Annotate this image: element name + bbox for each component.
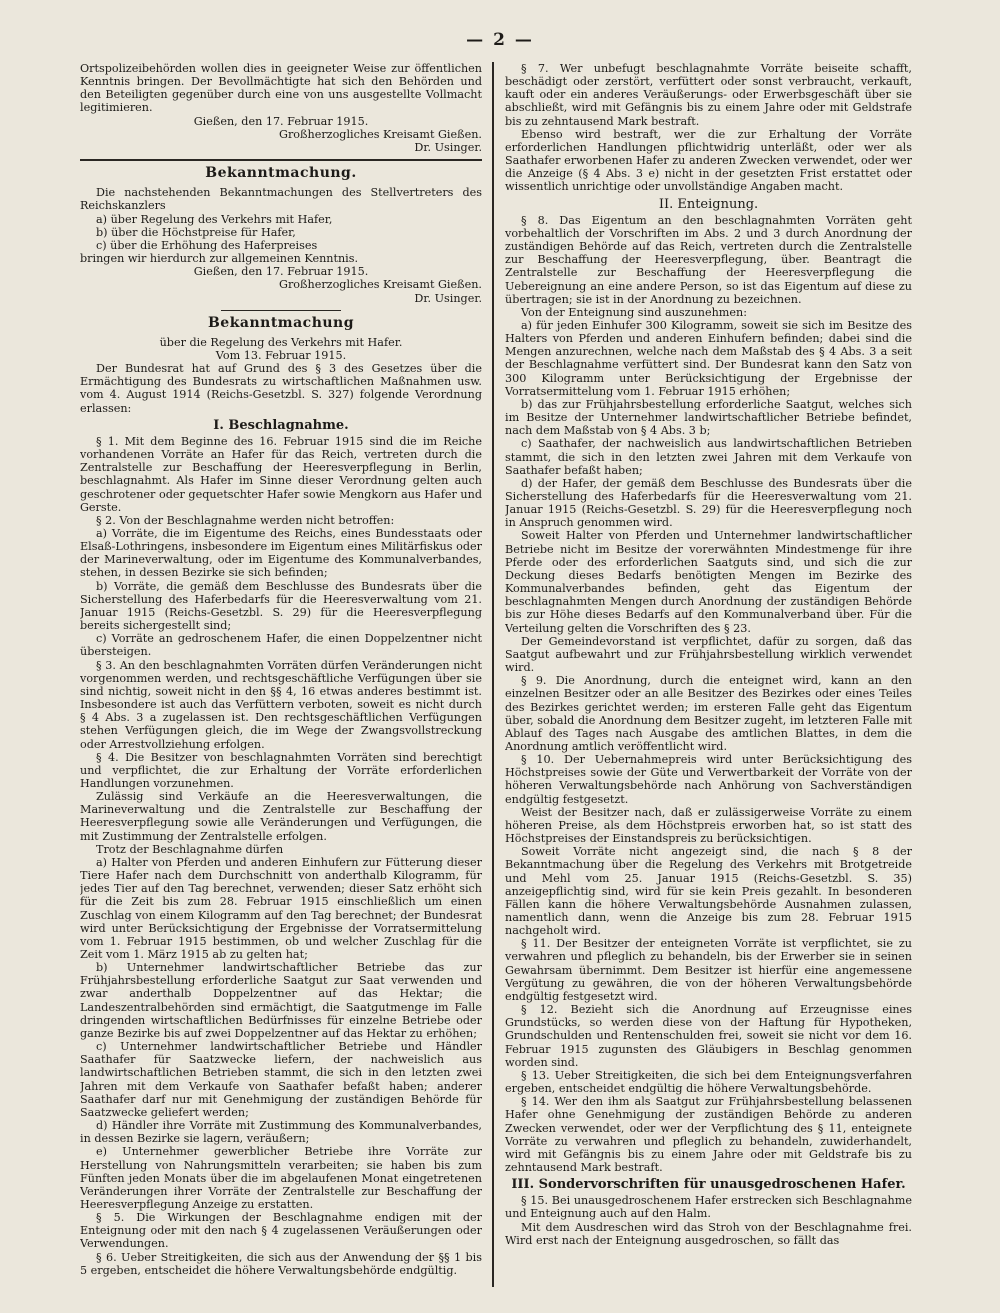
intro-paragraph: Ortspolizeibehörden wollen dies in geeigneter Weise zur öffentlichen Kenntnis bringen. Der Bevollmächtigte hat sich den Behörden und den Beteiligten gegenüber durch eine von uns ausgestellte Vollmacht legitimieren.: [80, 62, 482, 115]
notice1-office: Großherzogliches Kreisamt Gießen.: [279, 278, 482, 292]
paragraph: § 14. Wer den ihm als Saatgut zur Frühjahrsbestellung belassenen Hafer ohne Genehmigung der zuständigen Behörde zu anderen Zwecken verwendet, oder wer der Verpflichtung des § 11, enteignete Vorräte zu verwahren und pfleglich zu behandeln, zuwiderhandelt, wird mit Gefängnis bis zu einem Jahre oder mit Geldstrafe bis zu zehntausend Mark bestraft.: [505, 1095, 912, 1174]
notice1-signature: Dr. Usinger.: [414, 291, 482, 305]
notice1-item: c) über die Erhöhung des Haferpreises: [96, 238, 318, 252]
paragraph: § 8. Das Eigentum an den beschlagnahmten Vorräten geht vorbehaltlich der Vorschriften im Abs. 2 und 3 durch Anordnung der zuständigen Behörde auf das Reich, vertreten durch die Zentralstelle zur Beschaffung der Heeresverpflegung, über. Beantragt die Zentralstelle zur Beschaffung der Heeresverpflegung die Uebereignung an eine andere Person, so ist das Eigentum auf diese zu übertragen; sie ist in der Anordnung zu bezeichnen.: [505, 213, 912, 306]
intro-signature: Dr. Usinger.: [414, 140, 482, 154]
notice1-item: b) über die Höchstpreise für Hafer,: [96, 225, 296, 239]
notice2-subtitle: über die Regelung des Verkehrs mit Hafer.: [159, 335, 403, 349]
paragraph: c) Vorräte an gedroschenem Hafer, die einen Doppelzentner nicht übersteigen.: [80, 632, 482, 659]
paragraph: Soweit Halter von Pferden und Unternehmer landwirtschaftlicher Betriebe nicht im Besitze der vorerwähnten Mindestmenge für ihre Pferde oder des erforderlichen Saatguts sind, und sich die zur Deckung dieses Bedarfs benötigten Mengen im Bezirke des Kommunalverbandes befinden, geht das Eigentum der beschlagnahmten Mengen durch Anordnung der zuständigen Behörde bis zur Höhe dieses Bedarfs auf den Kommunalverband über. Für die Verteilung gelten die Vorschriften des § 23.: [505, 529, 912, 635]
paragraph: e) Unternehmer gewerblicher Betriebe ihre Vorräte zur Herstellung von Nahrungsmitteln verarbeiten; sie haben bis zum Fünften jeden Monats über die im abgelaufenen Monat eingetretenen Veränderungen ihrer Vorräte der Zentralstelle zur Beschaffung der Heeresverpflegung Anzeige zu erstatten.: [80, 1145, 482, 1211]
page-number: — 2 —: [466, 30, 534, 50]
paragraph: a) für jeden Einhufer 300 Kilogramm, soweit sie sich im Besitze des Halters von Pferden und anderen Einhufern befinden; dabei sind die Mengen anzurechnen, welche nach dem Maßstab des § 4 Abs. 3 a seit der Beschlagnahme verfüttert sind. Der Bundesrat kann den Satz von 300 Kilogramm unter Berücksichtigung der Ergebnisse der Vorratsermittelung vom 1. Februar 1915 erhöhen;: [505, 318, 912, 398]
intro-dateline: Gießen, den 17. Februar 1915.: [193, 114, 369, 128]
paragraph: § 10. Der Uebernahmepreis wird unter Berücksichtigung des Höchstpreises sowie der Güte und Verwertbarkeit der Vorräte von der höheren Verwaltungsbehörde nach Anhörung von Sachverständigen endgültig festgesetzt.: [505, 753, 912, 806]
paragraph: c) Saathafer, der nachweislich aus landwirtschaftlichen Betrieben stammt, die sich in den letzten zwei Jahren mit dem Verkaufe von Saathafer befaßt haben;: [505, 437, 912, 477]
notice1-outro: bringen wir hierdurch zur allgemeinen Kenntnis.: [80, 252, 359, 266]
notice1-title: Bekanntmachung.: [205, 165, 357, 182]
paragraph: § 15. Bei unausgedroschenem Hafer erstrecken sich Beschlagnahme und Enteignung auch auf den Halm.: [505, 1194, 912, 1221]
paragraph: § 6. Ueber Streitigkeiten, die sich aus der Anwendung der §§ 1 bis 5 ergeben, entscheidet die höhere Verwaltungsbehörde endgültig.: [80, 1250, 482, 1277]
paragraph: c) Unternehmer landwirtschaftlicher Betriebe und Händler Saathafer für Saatzwecke liefern, der nachweislich aus landwirtschaftlichen Betrieben stammt, die sich in den letzten zwei Jahren mit dem Verkaufe von Saathafer befaßt haben; anderer Saathafer darf nur mit Genehmigung der zuständigen Behörde für Saatzwecke geliefert werden;: [80, 1040, 482, 1119]
paragraph: § 13. Ueber Streitigkeiten, die sich bei dem Enteignungsverfahren ergeben, entscheidet endgültig die höhere Verwaltungsbehörde.: [505, 1068, 912, 1096]
section2-heading: II. Enteignung.: [658, 196, 759, 212]
notice2-date: Vom 13. Februar 1915.: [215, 348, 347, 362]
section3-heading: III. Sondervorschriften für unausgedroschenen Hafer.: [511, 1177, 906, 1193]
section-rule: [80, 159, 482, 161]
notice2-title: Bekanntmachung: [207, 314, 355, 331]
paragraph: § 11. Der Besitzer der enteigneten Vorräte ist verpflichtet, sie zu verwahren und pfleglich zu behandeln, bis der Erwerber sie in seinen Gewahrsam übernimmt. Dem Besitzer ist hierfür eine angemessene Vergütung zu gewähren, die von der höheren Verwaltungsbehörde endgültig festgesetzt wird.: [505, 937, 912, 1003]
paragraph: b) Unternehmer landwirtschaftlicher Betriebe das zur Frühjahrsbestellung erforderliche Saatgut zur Saat verwenden und zwar anderthalb Doppelzentner auf das Hektar; die Landeszentralbehörden sind ermächtigt, die Saatgutmenge im Falle dringenden wirtschaftlichen Bedürfnisses für einzelne Betriebe oder ganze Bezirke bis auf zwei Doppelzentner auf das Hektar zu erhöhen;: [80, 961, 482, 1040]
paragraph: § 7. Wer unbefugt beschlagnahmte Vorräte beiseite schafft, beschädigt oder zerstört, verfüttert oder sonst verbraucht, verkauft, kauft oder ein anderes Veräußerungs- oder Erwerbsgeschäft über sie abschließt, wird mit Gefängnis bis zu einem Jahre oder mit Geldstrafe bis zu zehntausend Mark bestraft.: [505, 62, 912, 128]
paragraph: a) Vorräte, die im Eigentume des Reichs, eines Bundesstaats oder Elsaß-Lothringens, insbesondere im Eigentum eines Militärfiskus oder der Marineverwaltung, oder im Eigentume des Kommunalverbandes, stehen, in dessen Bezirke sie sich befinden;: [80, 527, 482, 580]
paragraph: § 3. An den beschlagnahmten Vorräten dürfen Veränderungen nicht vorgenommen werden, und rechtsgeschäftliche Verfügungen über sie sind nichtig, soweit nicht in den §§ 4, 16 etwas anderes bestimmt ist. Insbesondere ist auch das Verfüttern verboten, soweit es nicht durch § 4 Abs. 3 a zugelassen ist. Den rechtsgeschäftlichen Verfügungen stehen Verfügungen gleich, die im Wege der Zwangsvollstreckung oder Arrestvollziehung erfolgen.: [80, 658, 482, 751]
section1-heading: I. Beschlagnahme.: [213, 417, 349, 433]
paragraph: Soweit Vorräte nicht angezeigt sind, die nach § 8 der Bekanntmachung über die Regelung des Verkehrs mit Brotgetreide und Mehl vom 25. Januar 1915 (Reichs-Gesetzbl. S. 35) anzeigepflichtig sind, wird für sie kein Preis gezahlt. In besonderen Fällen kann die höhere Verwaltungsbehörde Ausnahmen zulassen, namentlich dann, wenn die Anzeige bis zum 28. Februar 1915 nachgeholt wird.: [505, 845, 912, 938]
notice1-dateline: Gießen, den 17. Februar 1915.: [193, 265, 369, 279]
paragraph: Weist der Besitzer nach, daß er zulässigerweise Vorräte zu einem höheren Preise, als dem Höchstpreis erworben hat, so ist statt des Höchstpreises der Einstandspreis zu berücksichtigen.: [505, 805, 912, 846]
short-rule: [221, 310, 341, 311]
paragraph: d) Händler ihre Vorräte mit Zustimmung des Kommunalverbandes, in dessen Bezirke sie lagern, veräußern;: [80, 1119, 482, 1146]
right-column: [505, 62, 912, 1302]
paragraph: § 5. Die Wirkungen der Beschlagnahme endigen mit der Enteignung oder mit den nach § 4 zugelassenen Veräußerungen oder Verwendungen.: [80, 1211, 482, 1251]
paragraph: § 4. Die Besitzer von beschlagnahmten Vorräten sind berechtigt und verpflichtet, die zur Erhaltung der Vorräte erforderlichen Handlungen vorzunehmen.: [80, 750, 482, 790]
intro-office: Großherzogliches Kreisamt Gießen.: [279, 127, 482, 141]
paragraph: § 1. Mit dem Beginne des 16. Februar 1915 sind die im Reiche vorhandenen Vorräte an Hafer für das Reich, vertreten durch die Zentralstelle zur Beschaffung der Heeresverpflegung in Berlin, beschlagnahmt. Als Hafer im Sinne dieser Verordnung gelten auch geschrotener oder gequetschter Hafer sowie Mengkorn aus Hafer und Gerste.: [80, 434, 482, 514]
paragraph: Der Gemeindevorstand ist verpflichtet, dafür zu sorgen, daß das Saatgut aufbewahrt und zur Frühjahrsbestellung wirklich verwendet wird.: [505, 634, 912, 675]
paragraph: § 2. Von der Beschlagnahme werden nicht betroffen:: [96, 513, 395, 527]
paragraph: Zulässig sind Verkäufe an die Heeresverwaltungen, die Marineverwaltung und die Zentralstelle zur Beschaffung der Heeresverpflegung sowie alle Veränderungen und Verfügungen, die mit Zustimmung der Zentralstelle erfolgen.: [80, 790, 482, 843]
notice1-item: a) über Regelung des Verkehrs mit Hafer,: [96, 212, 333, 226]
column-divider: [492, 62, 494, 1287]
paragraph: b) Vorräte, die gemäß dem Beschlusse des Bundesrats über die Sicherstellung des Haferbedarfs für die Heeresverwaltung vom 21. Januar 1915 (Reichs-Gesetzbl. S. 29) für die Heeresverpflegung bereits sichergestellt sind;: [80, 579, 482, 633]
notice2-preamble: Der Bundesrat hat auf Grund des § 3 des Gesetzes über die Ermächtigung des Bundesrats zu wirtschaftlichen Maßnahmen usw. vom 4. August 1914 (Reichs-Gesetzbl. S. 327) folgende Verordnung erlassen:: [80, 362, 482, 415]
paragraph: a) Halter von Pferden und anderen Einhufern zur Fütterung dieser Tiere Hafer nach dem Durchschnitt von anderthalb Kilogramm, für jedes Tier auf den Tag berechnet, verwenden; dieser Satz erhöht sich für die Zeit bis zum 28. Februar 1915 einschließlich um einen Zuschlag von einem Kilogramm auf den Tag berechnet; der Bundesrat wird unter Berücksichtigung der Ergebnisse der Vorratsermittelung vom 1. Februar 1915 bestimmen, ob und welcher Zuschlag für die Zeit vom 1. März 1915 ab zu gelten hat;: [80, 855, 482, 961]
paragraph: § 12. Bezieht sich die Anordnung auf Erzeugnisse eines Grundstücks, so werden diese von der Haftung für Hypotheken, Grundschulden und Rentenschulden frei, soweit sie nicht vor dem 16. Februar 1915 zugunsten des Gläubigers in Beschlag genommen worden sind.: [505, 1003, 912, 1069]
left-column: [80, 62, 482, 1302]
paragraph: § 9. Die Anordnung, durch die enteignet wird, kann an den einzelnen Besitzer oder an alle Besitzer des Bezirkes oder eines Teiles des Bezirkes gerichtet werden; im ersteren Falle geht das Eigentum über, sobald die Anordnung dem Besitzer zugeht, im letzteren Falle mit Ablauf des Tages nach Ausgabe des amtlichen Blattes, in dem die Anordnung amtlich veröffentlicht wird.: [505, 674, 912, 753]
paragraph: Trotz der Beschlagnahme dürfen: [96, 842, 284, 856]
notice1-text: Die nachstehenden Bekanntmachungen des Stellvertreters des Reichskanzlers: [80, 186, 482, 213]
paragraph: Mit dem Ausdreschen wird das Stroh von der Beschlagnahme frei. Wird erst nach der Enteignung ausgedroschen, so fällt das: [505, 1220, 912, 1247]
paragraph: d) der Hafer, der gemäß dem Beschlusse des Bundesrats über die Sicherstellung des Haferbedarfs für die Heeresverwaltung vom 21. Januar 1915 (Reichs-Gesetzbl. S. 29) für die Heeresverpflegung noch in Anspruch genommen wird.: [505, 476, 912, 530]
paragraph: b) das zur Frühjahrsbestellung erforderliche Saatgut, welches sich im Besitze der Unternehmer landwirtschaftlicher Betriebe befindet, nach dem Maßstab von § 4 Abs. 3 b;: [505, 397, 912, 438]
paragraph: Von der Enteignung sind auszunehmen:: [521, 305, 747, 319]
paragraph: Ebenso wird bestraft, wer die zur Erhaltung der Vorräte erforderlichen Handlungen pflichtwidrig unterläßt, oder wer als Saathafer erworbenen Hafer zu anderen Zwecken verwendet, oder wer die Anzeige (§ 4 Abs. 3 e) nicht in der gesetzten Frist erstattet oder wissentlich unrichtige oder unvollständige Angaben macht.: [505, 127, 912, 194]
